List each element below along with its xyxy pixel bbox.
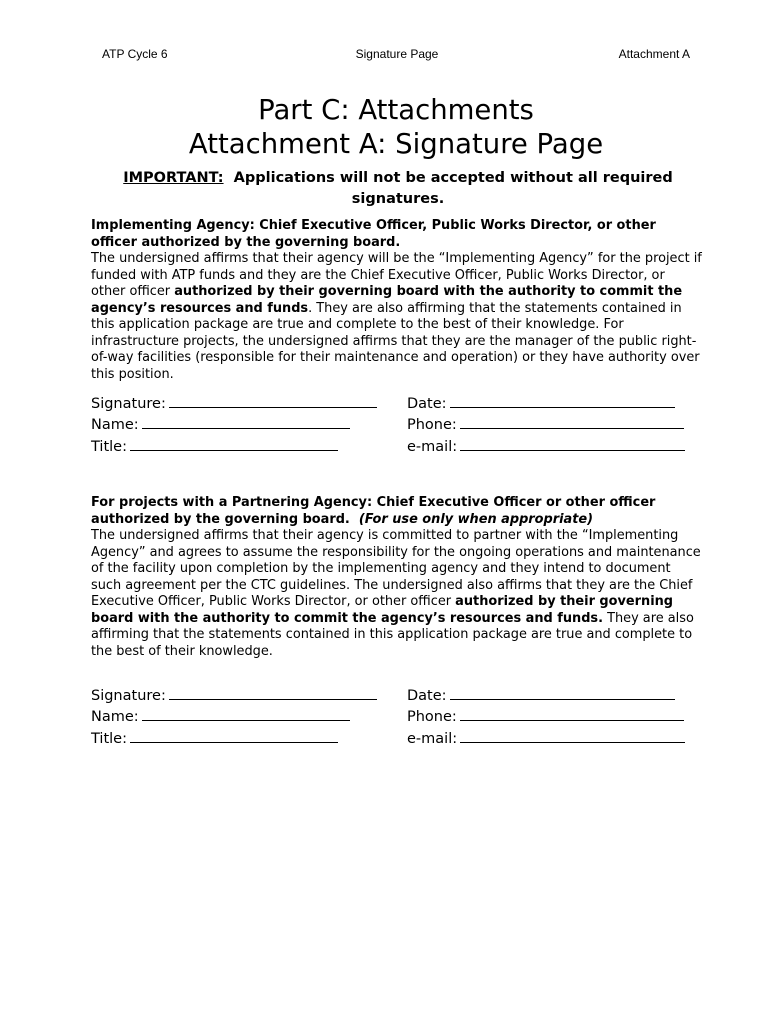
phone-line[interactable] [460,415,684,429]
date-label: Date: [407,688,447,704]
title-label: Title: [91,730,127,747]
email-line[interactable] [460,729,685,743]
phone-line[interactable] [460,707,684,721]
phone-label: Phone: [407,417,457,434]
page-header [0,47,770,65]
title-line[interactable] [130,437,338,451]
partnering-signature-block [91,686,711,750]
name-line[interactable] [142,415,350,429]
title-line-2: Attachment A: Signature Page [188,128,604,160]
signature-line[interactable] [169,394,377,408]
appropriate-note: (For use only when appropriate) [358,511,594,527]
date-line[interactable] [450,686,675,700]
important-notice [100,168,696,210]
implementing-agency-statement [91,251,703,383]
email-label: e-mail: [407,730,458,747]
signature-label: Signature: [91,688,166,704]
name-label: Name: [91,417,139,434]
header-cycle: ATP Cycle 6 [102,47,168,61]
important-lead: IMPORTANT: [123,170,224,186]
partnering-text-1: The undersigned affirms that their agency is committed to partner with the “Implementing Agency” and agrees to assume the responsibility for the ongoing operations and maintenance of the facility upon completion by the implementing agency and they intend to document such agreement per the CTC guidelines. The undersigned also affirms that they are the Chief Executive Officer, Public Works Director, or other officer [91,528,701,609]
page-title [0,93,770,161]
implementing-text-2: . They are also affirming that the statements contained in this application package are true and complete to the best of their knowledge. For infrastructure projects, the undersigned affirms that they are the manager of the public right-of-way facilities (responsible for their maintenance and operation) or they have authority over this position. [91,300,700,382]
title-line[interactable] [130,729,338,743]
date-label: Date: [407,396,447,412]
date-line[interactable] [450,394,675,408]
implementing-signature-block [91,394,711,458]
phone-label: Phone: [407,709,457,726]
signature-label: Signature: [91,396,166,412]
title-line-1: Part C: Attachments [258,94,534,126]
implementing-agency-heading: Implementing Agency: Chief Executive Officer, Public Works Director, or other officer authorized by the governing board. [91,218,656,250]
email-line[interactable] [460,437,685,451]
partnering-heading-text: For projects with a Partnering Agency: Chief Executive Officer or other officer authorized by the governing board. [91,495,656,527]
partnering-agency-section [91,495,703,660]
partnering-agency-heading [91,495,703,528]
partnering-text-2: They are also affirming that the statements contained in this application package are true and complete to the best of their knowledge. [91,610,694,659]
header-attachment: Attachment A [618,47,690,61]
header-page-name: Signature Page [355,47,439,61]
implementing-agency-section [91,218,703,383]
signature-line[interactable] [169,686,377,700]
name-line[interactable] [142,707,350,721]
title-label: Title: [91,438,127,455]
implementing-text-bold: authorized by their governing board with the authority to commit the agency’s resources and funds [91,284,683,316]
important-text: Applications will not be accepted without all required signatures. [233,170,673,207]
partnering-agency-statement [91,528,703,660]
email-label: e-mail: [407,438,458,455]
partnering-text-bold: authorized by their governing board with the authority to commit the agency’s resources and funds. [91,594,674,626]
name-label: Name: [91,709,139,726]
implementing-text-1: The undersigned affirms that their agency will be the “Implementing Agency” for the project if funded with ATP funds and they are the Chief Executive Officer, Public Works Director, or other officer [91,251,702,299]
